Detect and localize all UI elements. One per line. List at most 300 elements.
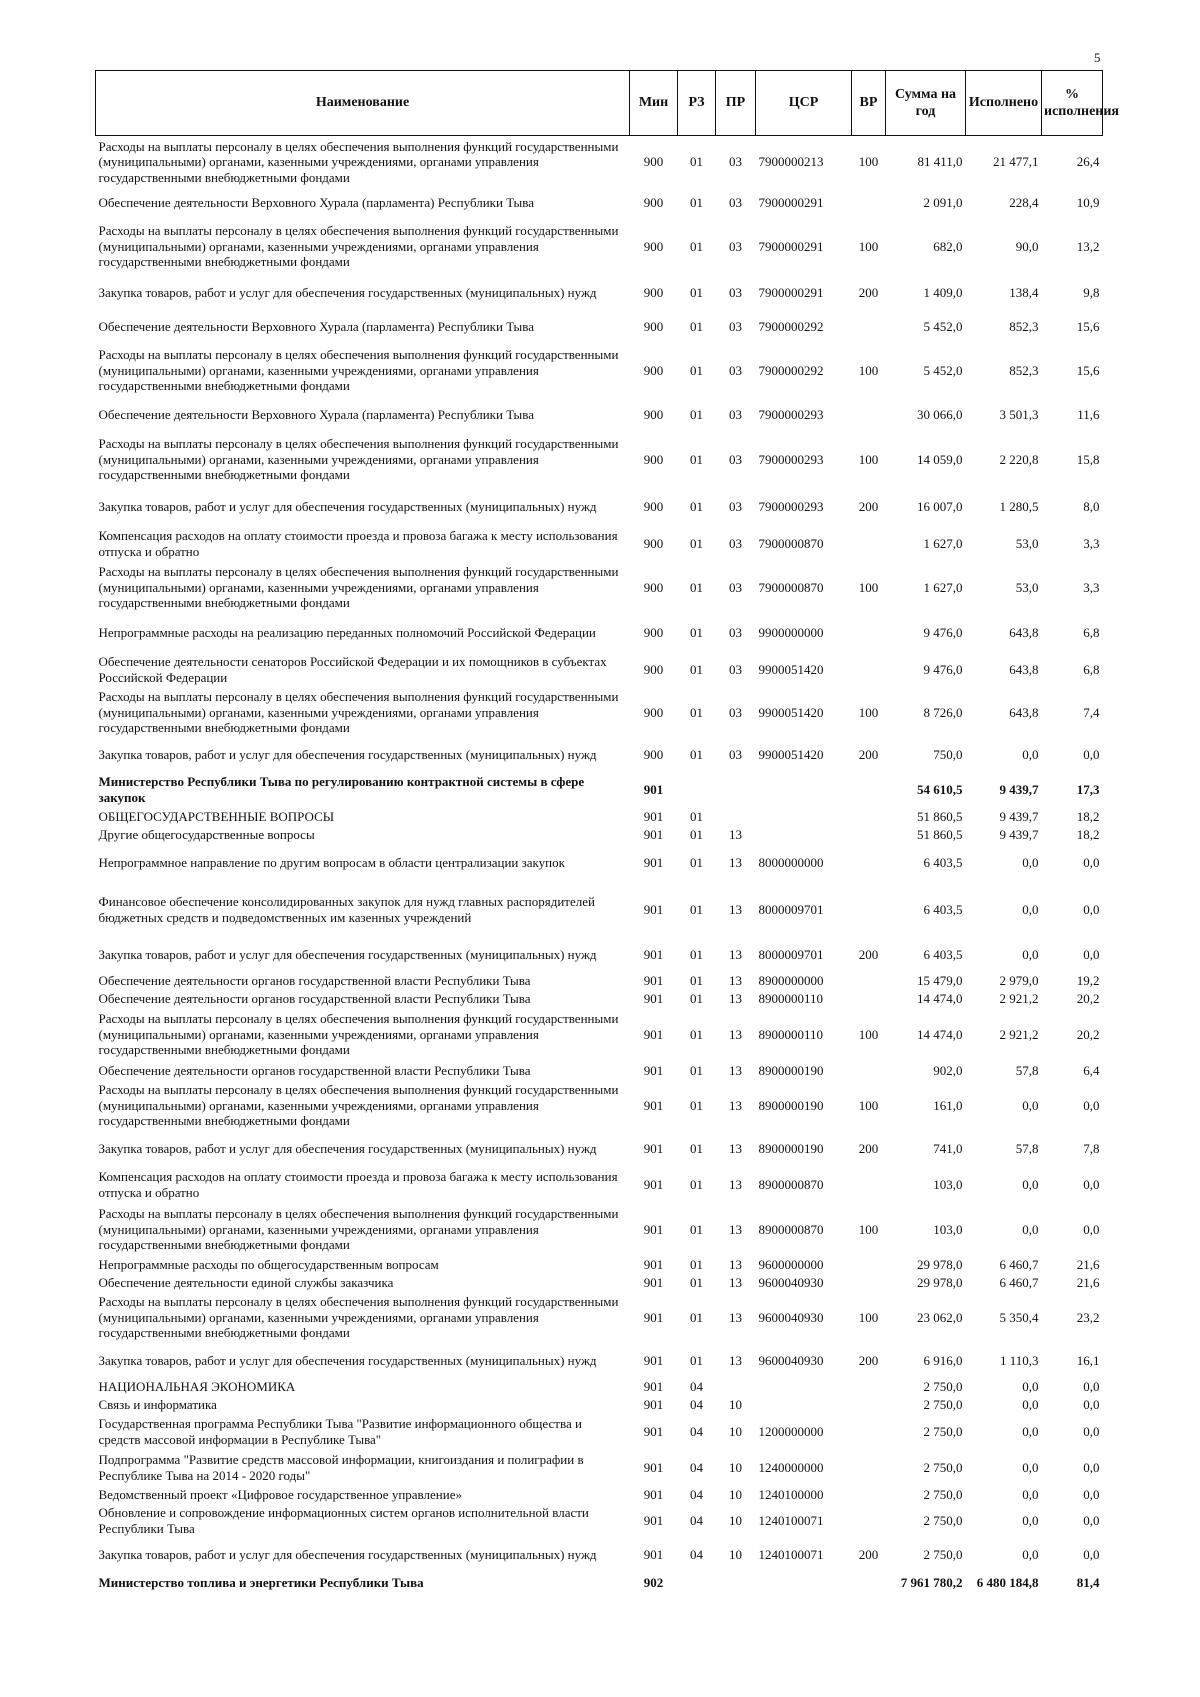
cell-min: 901 (643, 1140, 664, 1156)
cell-csr: 7900000293 (758, 451, 824, 467)
cell-pct: 0,0 (1083, 1221, 1100, 1237)
table-row (96, 1396, 1103, 1414)
table-row (96, 310, 1103, 344)
cell-csr: 9900000000 (758, 624, 824, 640)
table-row (96, 990, 1103, 1008)
cell-csr: 7900000292 (758, 362, 824, 378)
cell-rz: 01 (690, 1140, 703, 1156)
cell-sum: 2 750,0 (923, 1396, 963, 1412)
cell-csr: 7900000293 (758, 498, 824, 514)
cell-csr: 8900000870 (758, 1221, 824, 1237)
cell-sum: 14 059,0 (917, 451, 963, 467)
cell-csr: 8900000870 (758, 1176, 824, 1192)
cell-csr (756, 1572, 852, 1594)
cell-name: Закупка товаров, работ и услуг для обеспечения государственных (муниципальных) нужд (98, 946, 597, 962)
cell-done: 57,8 (1015, 1140, 1039, 1156)
cell-pr: 13 (729, 826, 742, 842)
cell-sum: 2 091,0 (923, 194, 963, 210)
cell-vr (852, 526, 886, 562)
cell-vr (852, 1274, 886, 1292)
cell-vr (852, 614, 886, 652)
cell-sum: 16 007,0 (917, 498, 963, 514)
cell-min: 900 (643, 194, 664, 210)
cell-sum: 103,0 (933, 1176, 963, 1192)
cell-min: 901 (643, 946, 664, 962)
col-header-pct: % исполнения (1042, 71, 1103, 136)
cell-min: 901 (643, 1486, 664, 1502)
table-row (96, 1204, 1103, 1256)
cell-rz: 01 (690, 406, 703, 422)
cell-pr: 13 (729, 1256, 742, 1272)
cell-min: 900 (643, 535, 664, 551)
cell-rz: 01 (690, 1309, 703, 1325)
cell-name: Закупка товаров, работ и услуг для обеспечения государственных (муниципальных) нужд (98, 1140, 597, 1156)
cell-name: Непрограммное направление по другим вопросам в области централизации закупок (98, 854, 565, 870)
col-header-vr: ВР (852, 71, 886, 136)
table-row (96, 218, 1103, 276)
cell-sum: 29 978,0 (917, 1256, 963, 1272)
cell-pr (716, 1572, 756, 1594)
cell-rz (678, 772, 716, 808)
cell-min: 900 (643, 406, 664, 422)
cell-name: Закупка товаров, работ и услуг для обеспечения государственных (муниципальных) нужд (98, 746, 597, 762)
cell-rz: 01 (690, 451, 703, 467)
cell-pct: 0,0 (1083, 1378, 1100, 1394)
cell-pr: 13 (729, 901, 742, 917)
cell-pct: 0,0 (1083, 1512, 1100, 1528)
col-header-sum: Сумма на год (886, 71, 966, 136)
cell-pr: 13 (729, 1352, 742, 1368)
cell-sum: 2 750,0 (923, 1486, 963, 1502)
cell-csr: 8900000190 (758, 1097, 824, 1113)
cell-name: Расходы на выплаты персоналу в целях обеспечения выполнения функций государственными (муниципальными) органами, казенными учреждениями, органами управления государственными внебюджетными фондами (98, 689, 619, 736)
cell-pct: 6,8 (1083, 624, 1100, 640)
cell-sum: 23 062,0 (917, 1309, 963, 1325)
cell-name: Обеспечение деятельности органов государственной власти Республики Тыва (98, 990, 531, 1006)
cell-sum: 5 452,0 (923, 362, 963, 378)
cell-min: 900 (643, 154, 664, 169)
cell-pr: 03 (729, 318, 742, 334)
cell-csr: 8900000190 (758, 1140, 824, 1156)
cell-csr: 1240100071 (758, 1512, 824, 1528)
cell-rz: 01 (690, 579, 703, 595)
cell-rz: 01 (690, 194, 703, 210)
cell-csr: 7900000291 (758, 238, 824, 254)
table-row (96, 1132, 1103, 1166)
table-row (96, 614, 1103, 652)
cell-rz: 01 (690, 746, 703, 762)
cell-rz: 04 (690, 1423, 703, 1439)
cell-vr (852, 844, 886, 882)
cell-pr: 03 (729, 498, 742, 514)
cell-csr: 7900000870 (758, 579, 824, 595)
cell-min: 901 (643, 990, 664, 1006)
cell-name: Обеспечение деятельности Верховного Хурала (парламента) Республики Тыва (98, 318, 534, 334)
cell-done: 6 480 184,8 (976, 1574, 1039, 1590)
cell-pr (716, 772, 756, 808)
cell-min: 900 (643, 498, 664, 514)
table-header-row (96, 71, 1103, 136)
cell-rz: 04 (690, 1378, 703, 1394)
cell-done: 2 220,8 (999, 451, 1039, 467)
cell-min: 901 (643, 1026, 664, 1042)
cell-rz: 04 (690, 1459, 703, 1475)
table-row (96, 1504, 1103, 1538)
cell-csr (756, 826, 852, 844)
cell-name: Расходы на выплаты персоналу в целях обеспечения выполнения функций государственными (муниципальными) органами, казенными учреждениями, органами управления государственными внебюджетными фондами (98, 347, 619, 394)
cell-pr: 13 (729, 1026, 742, 1042)
cell-pct: 10,9 (1076, 194, 1100, 210)
cell-min: 901 (643, 808, 664, 824)
cell-pct: 0,0 (1083, 1423, 1100, 1439)
cell-min: 901 (643, 1396, 664, 1412)
cell-csr: 9600040930 (758, 1352, 824, 1368)
cell-done: 2 921,2 (999, 990, 1039, 1006)
cell-sum: 2 750,0 (923, 1546, 963, 1562)
cell-vr: 200 (858, 1352, 879, 1368)
cell-pct: 8,0 (1083, 498, 1100, 514)
cell-vr (852, 808, 886, 826)
cell-csr (756, 1378, 852, 1396)
budget-table (95, 70, 1120, 1594)
cell-min: 901 (643, 1309, 664, 1325)
cell-done: 0,0 (1022, 1486, 1039, 1502)
cell-done: 0,0 (1022, 1512, 1039, 1528)
cell-done: 1 280,5 (999, 498, 1039, 514)
cell-pct: 6,8 (1083, 661, 1100, 677)
cell-pr: 13 (729, 972, 742, 988)
cell-vr (852, 652, 886, 688)
cell-pr: 13 (729, 854, 742, 870)
page-number: 5 (1094, 50, 1101, 65)
cell-done: 90,0 (1015, 238, 1039, 254)
table-row (96, 938, 1103, 972)
cell-pr: 13 (729, 1140, 742, 1156)
cell-pct: 6,4 (1083, 1062, 1100, 1078)
cell-done: 643,8 (1009, 661, 1039, 677)
cell-sum: 30 066,0 (917, 406, 963, 422)
cell-done: 228,4 (1009, 194, 1039, 210)
cell-min: 902 (643, 1574, 664, 1590)
cell-sum: 6 916,0 (923, 1352, 963, 1368)
cell-vr: 200 (858, 1140, 879, 1156)
cell-vr: 100 (858, 1221, 879, 1237)
cell-rz: 01 (690, 1256, 703, 1272)
cell-rz: 01 (690, 946, 703, 962)
cell-min: 901 (643, 1546, 664, 1562)
cell-pct: 11,6 (1077, 406, 1100, 422)
cell-name: Расходы на выплаты персоналу в целях обеспечения выполнения функций государственными (муниципальными) органами, казенными учреждениями, органами управления государственными внебюджетными фондами (98, 436, 619, 483)
cell-pct: 15,6 (1076, 318, 1100, 334)
cell-name: Компенсация расходов на оплату стоимости проезда и провоза багажа к месту использования отпуска и обратно (98, 1169, 618, 1200)
cell-name: Связь и информатика (98, 1396, 217, 1412)
cell-vr (852, 1450, 886, 1486)
cell-pr: 03 (729, 194, 742, 210)
table-row (96, 1378, 1103, 1396)
cell-name: Расходы на выплаты персоналу в целях обеспечения выполнения функций государственными (муниципальными) органами, казенными учреждениями, органами управления государственными внебюджетными фондами (98, 1206, 619, 1253)
cell-vr: 100 (858, 1097, 879, 1113)
table-row (96, 1256, 1103, 1274)
cell-sum: 51 860,5 (917, 826, 963, 842)
cell-pct: 21,6 (1076, 1274, 1100, 1290)
cell-vr (852, 188, 886, 218)
cell-vr: 100 (858, 579, 879, 595)
cell-vr: 200 (858, 1546, 879, 1562)
cell-sum: 9 476,0 (923, 624, 963, 640)
cell-rz: 01 (690, 1026, 703, 1042)
cell-vr (852, 990, 886, 1008)
cell-sum: 6 403,5 (923, 946, 963, 962)
cell-csr: 1240100000 (758, 1486, 824, 1502)
cell-pr: 13 (729, 1097, 742, 1113)
cell-sum: 103,0 (933, 1221, 963, 1237)
cell-csr: 7900000291 (758, 284, 824, 300)
cell-done: 57,8 (1015, 1062, 1039, 1078)
cell-vr (852, 1378, 886, 1396)
cell-rz: 01 (690, 238, 703, 254)
cell-min: 901 (643, 1378, 664, 1394)
cell-name: Расходы на выплаты персоналу в целях обеспечения выполнения функций государственными (муниципальными) органами, казенными учреждениями, органами управления государственными внебюджетными фондами (98, 138, 619, 185)
cell-rz: 01 (690, 284, 703, 300)
cell-vr (852, 1504, 886, 1538)
cell-sum: 902,0 (933, 1062, 963, 1078)
cell-pct: 0,0 (1083, 1459, 1100, 1475)
cell-csr: 8000009701 (758, 946, 824, 962)
cell-pct: 20,2 (1076, 990, 1100, 1006)
cell-min: 901 (643, 781, 664, 797)
cell-csr: 8900000190 (758, 1062, 824, 1078)
cell-min: 901 (643, 826, 664, 842)
cell-pct: 0,0 (1083, 1486, 1100, 1502)
cell-pct: 9,8 (1083, 284, 1100, 300)
cell-pct: 0,0 (1083, 746, 1100, 762)
cell-pct: 3,3 (1083, 579, 1100, 595)
cell-pr: 03 (729, 154, 742, 169)
cell-pr: 03 (729, 406, 742, 422)
cell-vr: 200 (858, 284, 879, 300)
cell-csr: 8000009701 (758, 901, 824, 917)
cell-csr: 7900000291 (758, 194, 824, 210)
cell-name: Обеспечение деятельности Верховного Хурала (парламента) Республики Тыва (98, 194, 534, 210)
table-row (96, 1274, 1103, 1292)
cell-done: 0,0 (1022, 1396, 1039, 1412)
cell-done: 2 921,2 (999, 1026, 1039, 1042)
cell-name: ОБЩЕГОСУДАРСТВЕННЫЕ ВОПРОСЫ (98, 808, 335, 824)
cell-vr: 200 (858, 498, 879, 514)
cell-sum: 2 750,0 (923, 1423, 963, 1439)
cell-pct: 0,0 (1083, 1396, 1100, 1412)
table-row (96, 136, 1103, 188)
cell-done: 0,0 (1022, 946, 1039, 962)
cell-pct: 15,6 (1076, 362, 1100, 378)
cell-vr (852, 972, 886, 990)
cell-sum: 51 860,5 (917, 808, 963, 824)
cell-pr: 10 (729, 1423, 742, 1439)
cell-done: 53,0 (1015, 535, 1039, 551)
cell-rz: 01 (690, 901, 703, 917)
cell-vr: 100 (858, 704, 879, 720)
cell-pr: 03 (729, 746, 742, 762)
cell-vr (852, 310, 886, 344)
cell-name: Расходы на выплаты персоналу в целях обеспечения выполнения функций государственными (муниципальными) органами, казенными учреждениями, органами управления государственными внебюджетными фондами (98, 1082, 619, 1129)
col-header-pr: ПР (716, 71, 756, 136)
cell-pr: 13 (729, 1309, 742, 1325)
table-row (96, 1538, 1103, 1572)
cell-csr: 7900000292 (758, 318, 824, 334)
cell-pct: 81,4 (1076, 1574, 1100, 1590)
cell-name: Подпрограмма "Развитие средств массовой информации, книгоиздания и полиграфии в Республике Тыва на 2014 - 2020 годы" (98, 1452, 584, 1483)
cell-name: Министерство топлива и энергетики Республики Тыва (98, 1574, 424, 1590)
cell-rz: 01 (690, 1062, 703, 1078)
cell-rz: 01 (690, 498, 703, 514)
cell-done: 0,0 (1022, 746, 1039, 762)
cell-pct: 0,0 (1083, 946, 1100, 962)
cell-csr: 9900051420 (758, 746, 824, 762)
cell-sum: 29 978,0 (917, 1274, 963, 1290)
cell-sum: 6 403,5 (923, 854, 963, 870)
cell-vr (852, 398, 886, 432)
cell-csr: 8900000110 (758, 1026, 824, 1042)
cell-csr: 7900000213 (758, 154, 824, 169)
cell-vr (852, 1062, 886, 1080)
cell-min: 901 (643, 1512, 664, 1528)
table-row (96, 1062, 1103, 1080)
cell-sum: 2 750,0 (923, 1512, 963, 1528)
cell-done: 21 477,1 (993, 154, 1039, 169)
col-header-name: Наименование (96, 71, 630, 136)
cell-done: 643,8 (1009, 624, 1039, 640)
cell-pr: 03 (729, 284, 742, 300)
cell-min: 900 (643, 451, 664, 467)
cell-pct: 7,8 (1083, 1140, 1100, 1156)
cell-sum: 54 610,5 (917, 781, 963, 797)
cell-min: 901 (643, 1221, 664, 1237)
cell-pct: 0,0 (1083, 1097, 1100, 1113)
cell-rz: 04 (690, 1546, 703, 1562)
cell-done: 9 439,7 (999, 826, 1039, 842)
cell-name: Обеспечение деятельности единой службы заказчика (98, 1274, 394, 1290)
cell-vr: 100 (858, 154, 879, 169)
cell-rz: 01 (690, 826, 703, 842)
cell-min: 900 (643, 624, 664, 640)
cell-name: Обновление и сопровождение информационных систем органов исполнительной власти Республики Тыва (98, 1505, 589, 1536)
cell-sum: 1 409,0 (923, 284, 963, 300)
cell-pct: 18,2 (1076, 808, 1100, 824)
cell-pct: 17,3 (1076, 781, 1100, 797)
cell-rz: 01 (690, 1097, 703, 1113)
cell-min: 900 (643, 284, 664, 300)
cell-done: 0,0 (1022, 854, 1039, 870)
cell-name: Финансовое обеспечение консолидированных закупок для нужд главных распорядителей бюджетных средств и подведомственных им казенных учреждений (98, 894, 595, 925)
cell-name: Расходы на выплаты персоналу в целях обеспечения выполнения функций государственными (муниципальными) органами, казенными учреждениями, органами управления государственными внебюджетными фондами (98, 1011, 619, 1058)
cell-csr: 9900051420 (758, 704, 824, 720)
cell-pr: 13 (729, 1176, 742, 1192)
cell-pr: 03 (729, 362, 742, 378)
cell-min: 901 (643, 972, 664, 988)
cell-pr: 13 (729, 1221, 742, 1237)
cell-rz (678, 1572, 716, 1594)
cell-done: 0,0 (1022, 1459, 1039, 1475)
cell-pct: 23,2 (1076, 1309, 1100, 1325)
cell-rz: 01 (690, 972, 703, 988)
cell-min: 900 (643, 318, 664, 334)
cell-done: 9 439,7 (999, 808, 1039, 824)
cell-sum: 14 474,0 (917, 990, 963, 1006)
cell-csr: 1200000000 (758, 1423, 824, 1439)
cell-pct: 15,8 (1076, 451, 1100, 467)
cell-done: 1 110,3 (999, 1352, 1039, 1368)
cell-rz: 01 (690, 661, 703, 677)
cell-sum: 5 452,0 (923, 318, 963, 334)
cell-sum: 2 750,0 (923, 1378, 963, 1394)
cell-min: 900 (643, 579, 664, 595)
cell-rz: 01 (690, 154, 703, 169)
cell-vr: 200 (858, 946, 879, 962)
cell-sum: 741,0 (933, 1140, 963, 1156)
cell-name: Государственная программа Республики Тыва "Развитие информационного общества и средств массовой информации в Республике Тыва" (98, 1416, 582, 1447)
cell-done: 0,0 (1022, 1176, 1039, 1192)
cell-pct: 3,3 (1083, 535, 1100, 551)
cell-rz: 01 (690, 704, 703, 720)
cell-pct: 13,2 (1076, 238, 1100, 254)
cell-done: 852,3 (1009, 318, 1039, 334)
cell-min: 900 (643, 661, 664, 677)
table-row (96, 808, 1103, 826)
table-body (96, 136, 1103, 1594)
cell-done: 0,0 (1022, 1546, 1039, 1562)
cell-pct: 0,0 (1083, 854, 1100, 870)
cell-rz: 04 (690, 1512, 703, 1528)
cell-name: Ведомственный проект «Цифровое государственное управление» (98, 1486, 462, 1502)
cell-csr: 9600000000 (758, 1256, 824, 1272)
table-row (96, 972, 1103, 990)
table-row (96, 1450, 1103, 1486)
cell-done: 3 501,3 (999, 406, 1039, 422)
table-row (96, 688, 1103, 738)
cell-sum: 9 476,0 (923, 661, 963, 677)
cell-pct: 0,0 (1083, 901, 1100, 917)
cell-csr: 8900000000 (758, 972, 824, 988)
cell-done: 0,0 (1022, 1097, 1039, 1113)
cell-vr: 100 (858, 362, 879, 378)
cell-pct: 26,4 (1076, 154, 1100, 169)
cell-rz: 01 (690, 1221, 703, 1237)
cell-name: Расходы на выплаты персоналу в целях обеспечения выполнения функций государственными (муниципальными) органами, казенными учреждениями, органами управления государственными внебюджетными фондами (98, 223, 619, 270)
cell-min: 900 (643, 362, 664, 378)
col-header-csr: ЦСР (756, 71, 852, 136)
cell-csr (756, 1396, 852, 1414)
cell-pr (716, 808, 756, 826)
cell-min: 900 (643, 238, 664, 254)
cell-sum: 161,0 (933, 1097, 963, 1113)
cell-pr: 13 (729, 1274, 742, 1290)
cell-min: 901 (643, 1352, 664, 1368)
table-row (96, 1414, 1103, 1450)
cell-name: Обеспечение деятельности органов государственной власти Республики Тыва (98, 972, 531, 988)
cell-pr: 03 (729, 661, 742, 677)
table-row (96, 1572, 1103, 1594)
table-row (96, 652, 1103, 688)
cell-rz: 01 (690, 318, 703, 334)
cell-pr: 10 (729, 1512, 742, 1528)
cell-name: Непрограммные расходы по общегосударственным вопросам (98, 1256, 439, 1272)
cell-min: 900 (643, 704, 664, 720)
cell-min: 901 (643, 1097, 664, 1113)
cell-pct: 16,1 (1076, 1352, 1100, 1368)
cell-pr: 13 (729, 1062, 742, 1078)
cell-csr (756, 808, 852, 826)
cell-pr: 10 (729, 1546, 742, 1562)
